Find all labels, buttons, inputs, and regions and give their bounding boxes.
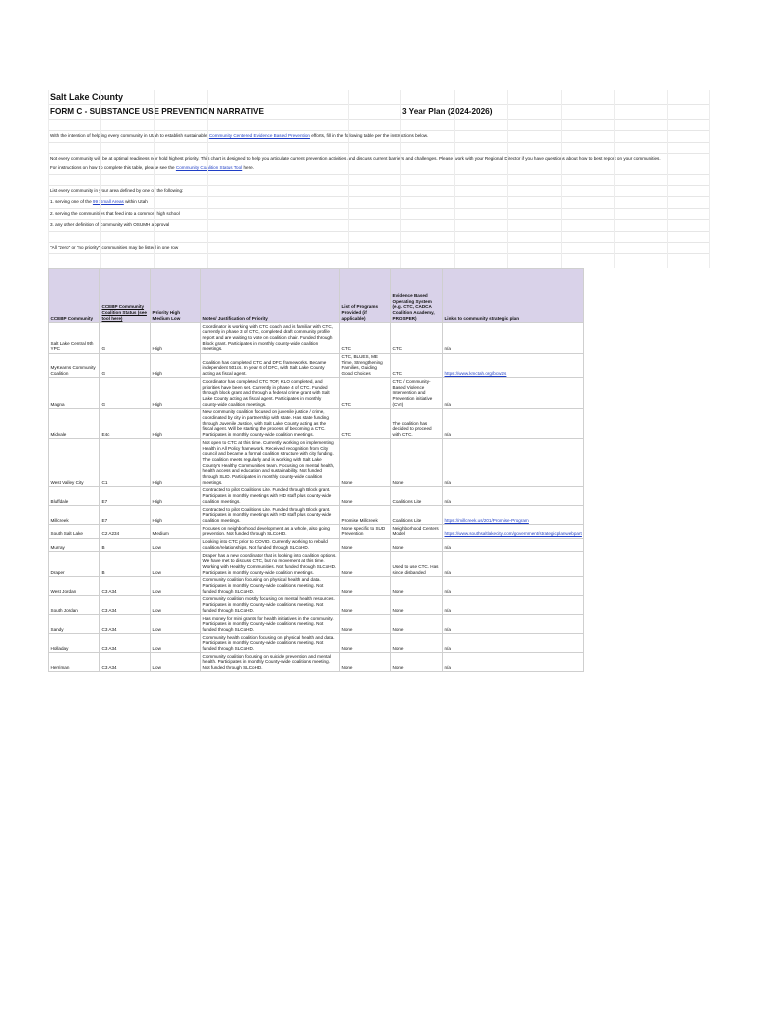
cell-notes: Community health coalition focusing on physical health and data. Participates in monthly County-wide coalitions meeting. Not funded through SLCoHD. — [201, 634, 340, 653]
cell-priority: Low — [151, 595, 201, 614]
cell-status: C3 A34 — [100, 615, 151, 634]
cell-ebo: CTC — [391, 353, 443, 378]
table-row — [49, 576, 584, 595]
cell-status: C2 A234 — [100, 525, 151, 538]
county-title: Salt Lake County — [50, 92, 124, 102]
table-row — [49, 595, 584, 614]
cell-programs: CTC — [340, 323, 391, 354]
cell-priority: High — [151, 323, 201, 354]
table-row — [49, 353, 584, 378]
col-header-community: CCEBP Community — [49, 269, 100, 323]
cell-link: n/a — [443, 538, 584, 551]
note-text: "All "zero" or "no priority" communities may be listed in one row — [50, 244, 179, 250]
cell-programs: None — [340, 634, 391, 653]
cell-status: E7 — [100, 486, 151, 505]
cell-status: G — [100, 378, 151, 409]
cell-priority: Low — [151, 653, 201, 672]
county-row — [48, 90, 709, 105]
cell-community: MyKearns Community Coalition — [49, 353, 100, 378]
cell-notes: Has money for mini grants for health initiatives in the community. Participates in monthly County-wide coalitions meeting. Not funded through SLCoHD. — [201, 615, 340, 634]
cell-priority: Low — [151, 538, 201, 551]
table-row — [49, 408, 584, 439]
cell-priority: High — [151, 486, 201, 505]
col-header-status[interactable] — [100, 269, 151, 323]
table-row — [49, 378, 584, 409]
cell-community: Draper — [49, 552, 100, 577]
instructions-text-end: here. — [242, 165, 254, 171]
table-row — [49, 615, 584, 634]
cell-status: B — [100, 552, 151, 577]
cell-community: South Jordan — [49, 595, 100, 614]
col-header-ebo: Evidence Based Operating System (e.g. CTC, CADCA Coalition Academy, PROSPER) — [391, 269, 443, 323]
cell-notes: Community coalition focusing on suicide prevention and mental health. Participates in monthly County-wide coalitions meeting. Not funded through SLCoHD. — [201, 653, 340, 672]
cell-priority: Low — [151, 552, 201, 577]
cell-status: G — [100, 353, 151, 378]
cell-link: n/a — [443, 378, 584, 409]
cell-ebo: The coalition has decided to proceed with CTC. — [391, 408, 443, 439]
cell-programs: None — [340, 595, 391, 614]
cell-notes: Contracted to pilot Coalitions Lite. Funded through Block grant. Participates in monthly meetings with HD staff plus county-wide coalition meetings. — [201, 506, 340, 525]
cell-programs: None — [340, 576, 391, 595]
cell-community: Salt Lake Central 9th YPC — [49, 323, 100, 354]
cell-status: C3 A34 — [100, 634, 151, 653]
cell-link: n/a — [443, 408, 584, 439]
cell-community: Herriman — [49, 653, 100, 672]
col-header-programs: List of Programs Provided (if applicable) — [340, 269, 391, 323]
cell-programs: None — [340, 552, 391, 577]
cell-link: n/a — [443, 595, 584, 614]
cell-link: n/a — [443, 323, 584, 354]
cell-ebo: Neighborhood Centers Model — [391, 525, 443, 538]
cell-ebo: None — [391, 634, 443, 653]
cell-community: Millcreek — [49, 506, 100, 525]
cell-ebo: Coalitions Lite — [391, 506, 443, 525]
cell-ebo: Coalitions Lite — [391, 486, 443, 505]
cell-priority: Medium — [151, 525, 201, 538]
cell-priority: High — [151, 506, 201, 525]
list-item-text-end: within Utah — [123, 199, 148, 205]
cell-priority: High — [151, 353, 201, 378]
intro-text-end: efforts, fill in the following table per the instructions below. — [309, 133, 429, 139]
list-item-text: 2. serving the communities that feed into a common high school — [50, 210, 180, 216]
cell-notes: Community coalition mostly focusing on mental health resources. Participates in monthly County-wide coalitions meeting. Not funded through SLCoHD. — [201, 595, 340, 614]
cell-status: G — [100, 323, 151, 354]
cell-priority: High — [151, 378, 201, 409]
list-item-text: 1. serving one of the — [50, 199, 93, 205]
cell-notes: Focuses on neighborhood development as a whole, also going prevention. Not funded through SLCoHD. — [201, 525, 340, 538]
cell-programs: None specific to SUD Prevention — [340, 525, 391, 538]
cell-ebo: None — [391, 595, 443, 614]
cell-ebo: None — [391, 538, 443, 551]
list-item-3 — [48, 220, 709, 231]
cell-ebo: Used to use CTC. Has since disbanded — [391, 552, 443, 577]
table-row — [49, 486, 584, 505]
intro-line-3 — [48, 163, 709, 174]
strategic-plan-link[interactable]: https://millcreek.us/201/Promise-Program — [444, 518, 529, 523]
cell-community: Bluffdale — [49, 486, 100, 505]
readiness-text: Not every community will be at optimal readiness nor hold highest priority. This chart is designed to help you articulate current prevention activities and discuss current barriers and challenges. Please work with your Regional Director if you have questions about how to best report on your communities. — [50, 156, 661, 162]
table-body — [49, 323, 584, 672]
cell-status: C3 A34 — [100, 595, 151, 614]
strategic-plan-link[interactable]: https://www.kmctah.org/bcw2s — [444, 371, 507, 377]
cell-notes: Draper has a new coordinator that is looking into coalition options. We have met to discuss CTC, but no movement at this time. Working with Healthy Communities. Not funded through SLCoHD. Participates in monthly county-wide coalition meetings. — [201, 552, 340, 577]
cell-programs: CTC — [340, 378, 391, 409]
cell-notes: New community coalition focused on juvenile justice / crime, coordinated by city in partnership with state. Has state funding through Juvenile Justice, with Salt Lake County acting as the fiscal agent. Will be starting the process of becoming a CTC. Participates in monthly county-wide coalition meetings. — [201, 408, 340, 439]
cell-notes: Looking into CTC prior to COVID. Currently working to rebuild coalition/relationships. Not funded through SLCoHD. — [201, 538, 340, 551]
cell-link: n/a — [443, 615, 584, 634]
table-header-row — [49, 269, 584, 323]
cell-status: E4c — [100, 408, 151, 439]
cell-priority: Low — [151, 634, 201, 653]
cell-community: Holladay — [49, 634, 100, 653]
cell-community: West Jordan — [49, 576, 100, 595]
cell-status: C3 A34 — [100, 653, 151, 672]
cell-programs: None — [340, 486, 391, 505]
small-areas-link[interactable]: 99 Small Areas — [92, 199, 124, 205]
form-title: FORM C - SUBSTANCE USE PREVENTION NARRATIVE — [50, 107, 264, 116]
cell-ebo: None — [391, 576, 443, 595]
list-item-1 — [48, 197, 709, 208]
cell-programs: CTC — [340, 408, 391, 439]
plan-years: 3 Year Plan (2024-2026) — [402, 107, 493, 116]
cell-ebo: None — [391, 615, 443, 634]
cell-notes: Coordinator has completed CTC TOF, KLO completed, and priorities have been set. Currently in phase 4 of CTC. Funded through block grant and through a federal crime grant with Salt Lake County acting as fiscal agent. Participates in monthly county-wide coalition meetings. — [201, 378, 340, 409]
cell-community: Magna — [49, 378, 100, 409]
cell-link[interactable] — [443, 525, 584, 538]
cell-programs: None — [340, 653, 391, 672]
cell-priority: High — [151, 439, 201, 487]
table-row — [49, 552, 584, 577]
instructions-text: For instructions on how to complete this table, please see the — [50, 165, 176, 171]
cell-status: C1 — [100, 439, 151, 487]
intro-line-1 — [48, 131, 709, 142]
cell-community: Murray — [49, 538, 100, 551]
ccebp-link[interactable]: Community Centered Evidence Based Prevention — [208, 133, 310, 139]
cell-status: E7 — [100, 506, 151, 525]
blank-row — [48, 232, 709, 243]
cell-programs: CTC, BLUES, ME Time, Strengthening Families, Guiding Good Choices — [340, 353, 391, 378]
table-row — [49, 323, 584, 354]
status-header-link[interactable]: CCEBP Community Coalition Status (see tool here) — [101, 304, 147, 321]
list-intro — [48, 186, 709, 197]
cell-priority: High — [151, 408, 201, 439]
cell-link: n/a — [443, 439, 584, 487]
cell-community: Sandy — [49, 615, 100, 634]
cell-priority: Low — [151, 576, 201, 595]
blank-row — [48, 120, 709, 131]
cell-notes: Coalition has completed CTC and DFC frameworks. Became independent 501cs. In year 6 of DFC, with Salt Lake County acting as fiscal agent. — [201, 353, 340, 378]
cell-notes: Contracted to pilot Coalitions Lite. Funded through Block grant. Participates in monthly meetings with HD staff plus county-wide coalition meetings. — [201, 486, 340, 505]
cell-link: n/a — [443, 552, 584, 577]
cell-link[interactable] — [443, 353, 584, 378]
cell-link: n/a — [443, 576, 584, 595]
cell-community: South Salt Lake — [49, 525, 100, 538]
cell-link: n/a — [443, 486, 584, 505]
table-row — [49, 439, 584, 487]
form-title-row — [48, 105, 709, 120]
community-table — [48, 268, 584, 672]
cell-community: Midvale — [49, 408, 100, 439]
cell-notes: Community coalition focusing on physical health and data. Participates in monthly County-wide coalitions meeting. Not funded through SLCoHD. — [201, 576, 340, 595]
cell-ebo: None — [391, 439, 443, 487]
cell-link: n/a — [443, 634, 584, 653]
cell-notes: Not open to CTC at this time. Currently working on implementing Health in All Policy framework. Received recognition from City council and became a formal coalition structure with city funding. The coalition meets regularly and is working with Salt Lake County's Healthy Communities team. Focusing on mental health, health access and education and sustainability. Not funded through SLID. Participates in monthly county-wide coalition meetings. — [201, 439, 340, 487]
intro-text: With the intention of helping every community in Utah to establish sustainable — [50, 133, 209, 139]
cell-programs: Promise Millcreek — [340, 506, 391, 525]
cell-ebo: None — [391, 653, 443, 672]
table-row — [49, 506, 584, 525]
sheet-header-area — [48, 90, 709, 254]
cell-ebo: CTC — [391, 323, 443, 354]
list-item-text: 3. any other definition of community with OSUMH approval — [50, 222, 170, 228]
intro-line-2 — [48, 154, 709, 163]
list-intro-text: List every community in your area defined by one of the following: — [50, 187, 184, 193]
blank-row — [48, 143, 709, 154]
cell-ebo: CTC / Community-Based Violence Intervention and Prevention initiative (CVI) — [391, 378, 443, 409]
list-item-2 — [48, 209, 709, 220]
cell-link[interactable] — [443, 506, 584, 525]
cell-programs: None — [340, 439, 391, 487]
col-header-notes: Notes/ Justification of Priority — [201, 269, 340, 323]
table-row — [49, 525, 584, 538]
table-row — [49, 634, 584, 653]
cell-community: West Valley City — [49, 439, 100, 487]
cell-notes: Coordinator is working with CTC coach and is familiar with CTC, currently in phase 3 of CTC, completed draft community profile report and are waiting to vote on coalition chair. Funded through Block grant. Participates in monthly county-wide coalition meetings. — [201, 323, 340, 354]
coalition-status-tool-link[interactable]: Community Coalition Status Tool — [175, 165, 243, 171]
table-row — [49, 653, 584, 672]
table-row — [49, 538, 584, 551]
cell-status: B — [100, 538, 151, 551]
cell-priority: Low — [151, 615, 201, 634]
strategic-plan-link[interactable]: https://www.southsaltlakecity.com/government/strategicplanwebpart — [444, 531, 582, 537]
zero-priority-note — [48, 243, 709, 254]
blank-row — [48, 175, 709, 186]
cell-status: C3 A34 — [100, 576, 151, 595]
col-header-priority: Priority High Medium Low — [151, 269, 201, 323]
col-header-links: Links to community strategic plan — [443, 269, 584, 323]
cell-programs: None — [340, 615, 391, 634]
cell-programs: None — [340, 538, 391, 551]
cell-link: n/a — [443, 653, 584, 672]
